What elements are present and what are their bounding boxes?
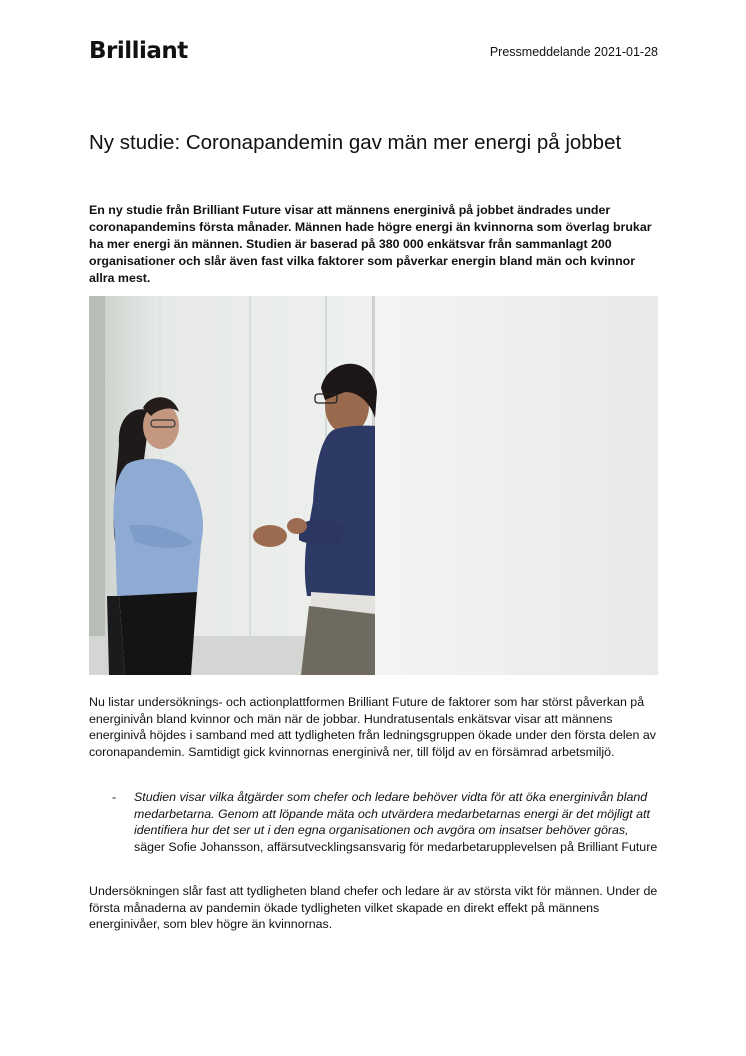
quote-dash: -: [112, 790, 117, 804]
article-photo: [89, 296, 658, 675]
article-title: Ny studie: Coronapandemin gav män mer energi på jobbet: [89, 131, 622, 154]
article-lead: En ny studie från Brilliant Future visar att männens energinivå på jobbet ändrades under coronapandemins första månader. Männen hade högre energi än kvinnorna som överlag brukar ha mer energi än männen. Studien är baserad på 380 000 enkätsvar från sammanlagt 200 organisationer och slår även fast vilka faktorer som påverkar energin bland män och kvinnor allra mest.: [89, 203, 652, 285]
quote-text: [134, 789, 662, 855]
quote-block: [112, 789, 662, 855]
body-paragraph-1: Nu listar undersöknings- och actionplattformen Brilliant Future de faktorer som har störst påverkan på energinivån bland kvinnor och män när de jobbar. Hundratusentals enkätsvar visar att männens energinivå höjdes i samband med att tydligheten från ledningsgruppen ökade under den första delen av coronapandemin. Samtidigt gick kvinnornas energinivå ner, till följd av en försämrad arbetsmiljö.: [89, 695, 656, 759]
body-paragraph-2: Undersökningen slår fast att tydligheten bland chefer och ledare är av största vikt för männen. Under de första månaderna av pandemin ökade tydligheten vilket skapade en direkt effekt på männens energinivåer, som blev högre än kvinnornas.: [89, 884, 658, 932]
quote-attribution: säger Sofie Johansson, affärsutvecklingsansvarig för medarbetarupplevelsen på Brilliant Future: [134, 839, 658, 854]
quote-italic: Studien visar vilka åtgärder som chefer och ledare behöver vidta för att öka energinivån bland medarbetarna. Genom att löpande mäta och utvärdera medarbetarnas energi är det möjligt att identifiera hur det ser ut i den egna organisationen och avgöra om insatser behöver göras,: [134, 790, 650, 838]
press-release-date: Pressmeddelande 2021-01-28: [489, 45, 658, 59]
brilliant-logo: Brilliant: [89, 38, 188, 64]
